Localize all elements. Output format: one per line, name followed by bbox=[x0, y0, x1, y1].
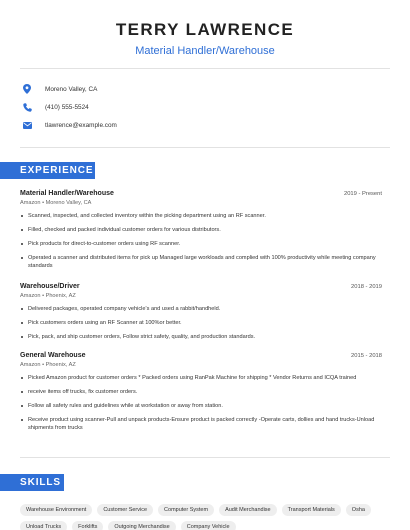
skill-chip: Warehouse Environment bbox=[20, 504, 92, 516]
bullet-item: Pick products for direct-to-customer orders using RF scanner. bbox=[20, 240, 382, 248]
job-title: Material Handler/Warehouse bbox=[20, 190, 114, 197]
experience-heading: EXPERIENCE bbox=[0, 162, 95, 179]
phone-text: (410) 555-5524 bbox=[45, 103, 89, 111]
email-text: tlawrence@example.com bbox=[45, 121, 117, 129]
skill-chip: Company Vehicle bbox=[181, 521, 236, 530]
candidate-name: TERRY LAWRENCE bbox=[115, 20, 295, 39]
resume-header bbox=[0, 20, 410, 57]
bullet-item: receive items off trucks, fix customer orders. bbox=[20, 388, 382, 396]
header-divider bbox=[20, 68, 390, 69]
job-bullets bbox=[20, 212, 382, 270]
job-company: Amazon • Phoenix, AZ bbox=[20, 362, 76, 368]
bullet-item: Operated a scanner and distributed items for pick up Managed large workloads and complied with 100% productivity while meeting company standards bbox=[20, 254, 382, 270]
candidate-title: Material Handler/Warehouse bbox=[135, 45, 275, 57]
skill-chip: Unload Trucks bbox=[20, 521, 67, 530]
contact-location bbox=[20, 80, 390, 98]
job-company: Amazon • Phoenix, AZ bbox=[20, 293, 76, 299]
bullet-item: Follow all safety rules and guidelines while at workstation or away from station. bbox=[20, 402, 382, 410]
job-bullets bbox=[20, 374, 382, 432]
skills-list bbox=[20, 504, 390, 530]
job-entry-1 bbox=[20, 190, 382, 276]
contact-block bbox=[20, 80, 390, 134]
location-text: Moreno Valley, CA bbox=[45, 85, 98, 93]
job-dates: 2018 - 2019 bbox=[351, 284, 382, 290]
bullet-item: Delivered packages, operated company vehicle's and used a rabbit/handheld. bbox=[20, 305, 382, 313]
skill-chip: Computer System bbox=[158, 504, 214, 516]
job-entry-3 bbox=[20, 352, 382, 438]
email-icon bbox=[21, 119, 33, 131]
bullet-item: Pick, pack, and ship customer orders, Follow strict safety, quality, and production standards. bbox=[20, 333, 382, 341]
job-company: Amazon • Moreno Valley, CA bbox=[20, 200, 92, 206]
job-title: General Warehouse bbox=[20, 352, 86, 359]
contact-divider bbox=[20, 147, 390, 148]
job-title: Warehouse/Driver bbox=[20, 283, 80, 290]
bullet-item: Receive product using scanner-Pull and unpack products-Ensure product is packed correctly -Operate carts, dollies and hand trucks-Unload shipments from trucks bbox=[20, 416, 382, 432]
skill-chip: Transport Materials bbox=[282, 504, 341, 516]
skill-chip: Forklifts bbox=[72, 521, 103, 530]
skill-chip: Audit Merchandise bbox=[219, 504, 277, 516]
location-pin-icon bbox=[21, 83, 33, 95]
job-dates: 2019 - Present bbox=[343, 191, 382, 197]
skill-chip: Customer Service bbox=[97, 504, 153, 516]
contact-email bbox=[20, 116, 390, 134]
job-entry-2 bbox=[20, 283, 382, 347]
bullet-item: Filled, checked and packed individual customer orders for various distributors. bbox=[20, 226, 382, 234]
contact-phone bbox=[20, 98, 390, 116]
job-bullets bbox=[20, 305, 382, 341]
bullet-item: Picked Amazon product for customer orders * Packed orders using RanPak Machine for shipping * Vendor Returns and ICQA trained bbox=[20, 374, 382, 382]
skill-chip: Osha bbox=[346, 504, 371, 516]
skills-heading: SKILLS bbox=[0, 474, 64, 491]
experience-divider bbox=[20, 457, 390, 458]
skill-chip: Outgoing Merchandise bbox=[108, 521, 175, 530]
job-dates: 2015 - 2018 bbox=[351, 353, 382, 359]
bullet-item: Pick customers orders using an RF Scanner at 100%or better. bbox=[20, 319, 382, 327]
phone-icon bbox=[21, 101, 33, 113]
bullet-item: Scanned, inspected, and collected inventory within the picking department using an RF scanner. bbox=[20, 212, 382, 220]
